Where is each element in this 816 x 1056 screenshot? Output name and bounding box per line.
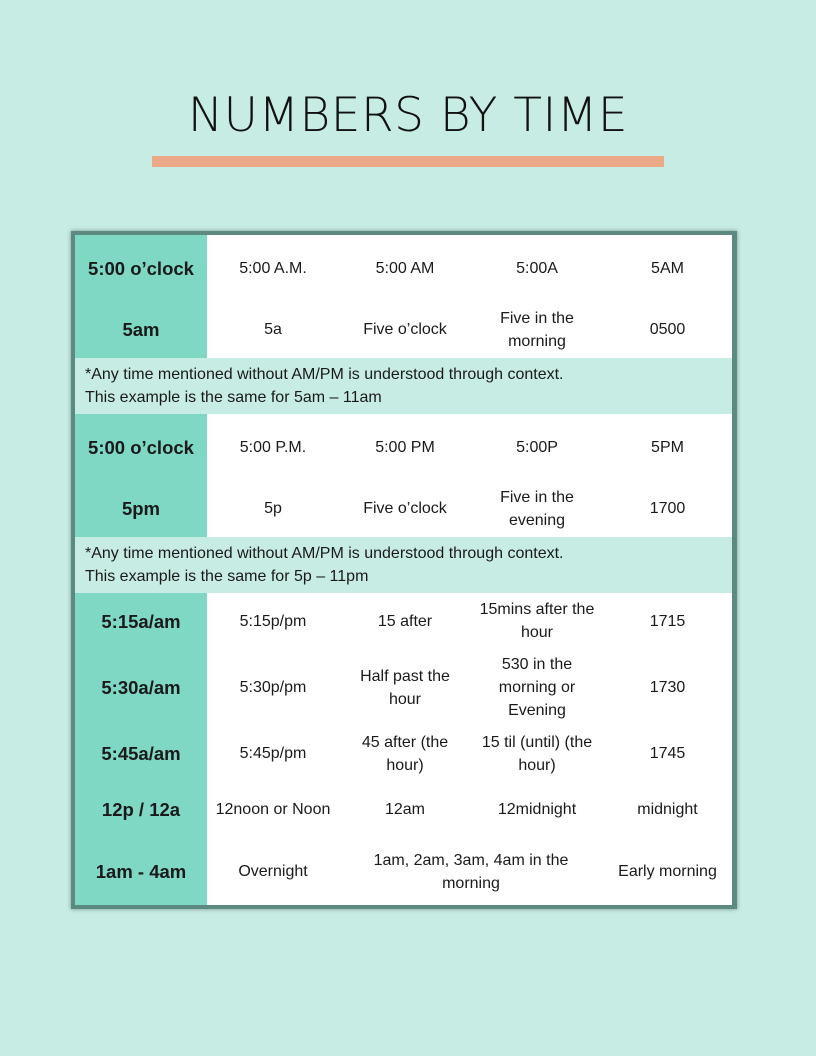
- table-cell: 5:00 PM: [375, 438, 435, 456]
- table-cell: 45 after (the hour): [361, 733, 449, 774]
- table-row: [75, 726, 732, 781]
- table-cell: 5:00A: [516, 259, 558, 277]
- table-cell: 12midnight: [497, 801, 577, 818]
- table-row: [75, 235, 732, 301]
- table-cell: 1745: [649, 745, 686, 762]
- table-cell: Overnight: [238, 863, 308, 880]
- note-line: This example is the same for 5p – 11pm: [85, 568, 369, 585]
- row-header: 5:30a/am: [75, 649, 207, 726]
- table-cell: 0500: [649, 321, 686, 338]
- table-cell: Early morning: [618, 863, 717, 880]
- table-cell: 5:00 AM: [375, 259, 435, 277]
- row-header: 5:00 o’clock: [75, 414, 207, 480]
- table-cell: 15mins after the hour: [479, 601, 595, 641]
- row-header: 5:45a/am: [75, 726, 207, 781]
- table-cell: 12noon or Noon: [215, 801, 331, 818]
- row-header: 12p / 12a: [75, 781, 207, 838]
- table-cell: 530 in the morning or Evening: [498, 656, 576, 719]
- table-cell: 1715: [649, 612, 686, 630]
- table-cell: 5:15p/pm: [239, 612, 307, 630]
- table-cell: Five o’clock: [363, 321, 447, 338]
- table-cell-merged: 1am, 2am, 3am, 4am in the morning: [373, 851, 569, 892]
- table-cell: 5:30p/pm: [239, 679, 307, 696]
- table-cell: midnight: [637, 801, 698, 818]
- note-line: *Any time mentioned without AM/PM is understood through context.: [85, 545, 564, 562]
- table-cell: 1730: [649, 679, 686, 696]
- table-cell: 5:45p/pm: [239, 745, 307, 762]
- note-line: *Any time mentioned without AM/PM is understood through context.: [85, 366, 564, 383]
- table-cell: 15 til (until) (the hour): [481, 733, 593, 774]
- table-row: [75, 593, 732, 649]
- table-cell: 5a: [264, 321, 282, 338]
- row-header: 5:15a/am: [75, 593, 207, 649]
- table-row: [75, 781, 732, 838]
- table-cell: 15 after: [377, 612, 433, 630]
- time-table: [75, 235, 732, 905]
- table-row: [75, 480, 732, 537]
- table-row: [75, 414, 732, 480]
- row-header: 5pm: [75, 480, 207, 537]
- table-cell: 5AM: [651, 259, 684, 277]
- note-line: This example is the same for 5am – 11am: [85, 389, 382, 406]
- context-note: [75, 358, 732, 414]
- table-row: [75, 649, 732, 726]
- table-cell: Five o’clock: [363, 500, 447, 517]
- table-cell: 5:00 P.M.: [239, 438, 307, 456]
- table-row: [75, 838, 732, 905]
- table-cell: 5:00P: [516, 438, 558, 456]
- table-cell: Half past the hour: [360, 667, 450, 708]
- row-header: 5:00 o’clock: [75, 235, 207, 301]
- table-cell: Five in the evening: [500, 488, 574, 529]
- page-title: NUMBERS BY TIME: [187, 88, 629, 143]
- title-underline: [152, 156, 664, 167]
- table-cell: 12am: [384, 801, 426, 818]
- row-header: 5am: [75, 301, 207, 358]
- table-cell: 5p: [264, 500, 282, 517]
- row-header: 1am - 4am: [75, 838, 207, 905]
- time-table-frame: [71, 231, 737, 909]
- table-cell: Five in the morning: [500, 309, 574, 350]
- table-cell: 5PM: [651, 438, 684, 456]
- context-note: [75, 537, 732, 593]
- table-cell: 1700: [649, 500, 686, 517]
- table-row: [75, 301, 732, 358]
- table-cell: 5:00 A.M.: [239, 259, 307, 277]
